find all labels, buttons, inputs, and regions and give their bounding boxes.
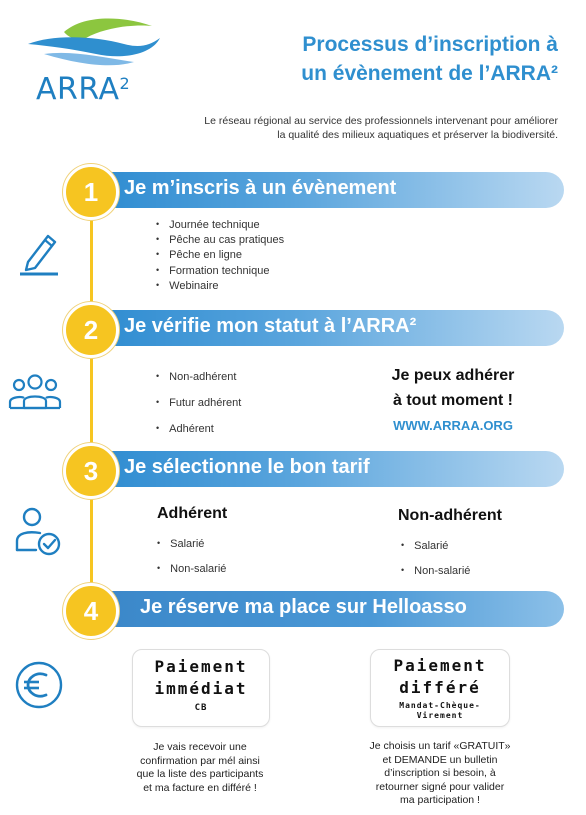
list-item: • Salarié — [401, 534, 470, 559]
list-item: • Pêche en ligne — [156, 248, 284, 263]
step-2-bar — [80, 310, 564, 346]
group-icon — [8, 372, 62, 412]
logo — [24, 14, 164, 114]
step-4-bar — [80, 591, 564, 627]
list-item: • Salarié — [157, 532, 226, 557]
immediate-payment-note: Je vais recevoir une confirmation par mél ainsi que la liste des participants et ma facture en différé ! — [136, 741, 264, 794]
step-3-circle: 3 — [63, 443, 119, 499]
immediate-payment-card: Paiement immédiat CB — [132, 649, 270, 727]
member-rate-title: Adhérent — [157, 505, 228, 522]
step-1-circle: 1 — [63, 164, 119, 220]
non-member-rate-list — [401, 534, 470, 584]
list-item: • Non-adhérent — [156, 364, 241, 390]
list-item: • Futur adhérent — [156, 390, 241, 416]
membership-note: Je peux adhérer à tout moment ! WWW.ARRAA.ORG — [380, 363, 526, 438]
page-subtitle: Le réseau régional au service des professionnels intervenant pour améliorer la qualité des milieux aquatiques et préserver la biodiversité. — [204, 115, 558, 141]
pencil-icon — [18, 228, 62, 276]
user-check-icon — [14, 506, 62, 556]
step-4-circle: 4 — [63, 583, 119, 639]
logo-wave-icon — [24, 14, 164, 74]
step-3-label: Je sélectionne le bon tarif — [124, 456, 370, 478]
step-2-list — [156, 364, 241, 442]
list-item: • Non-salarié — [401, 559, 470, 584]
step-2-label: Je vérifie mon statut à l’ARRA² — [124, 315, 417, 337]
member-rate-list — [157, 532, 226, 582]
list-item: • Formation technique — [156, 264, 284, 279]
website-link[interactable]: WWW.ARRAA.ORG — [393, 418, 513, 433]
step-1-bar — [80, 172, 564, 208]
timeline-line — [90, 190, 93, 610]
deferred-payment-note: Je choisis un tarif «GRATUIT» et DEMANDE un bulletin d’inscription si besoin, à retourner signé pour valider ma participation ! — [369, 740, 511, 806]
page-title: Processus d’inscription à un évènement de l’ARRA² — [301, 33, 558, 85]
deferred-payment-card: Paiement différé Mandat-Chèque- Virement — [370, 649, 510, 727]
euro-icon — [14, 660, 64, 710]
step-1-list — [156, 218, 284, 294]
step-3-bar — [80, 451, 564, 487]
step-4-label: Je réserve ma place sur Helloasso — [140, 596, 467, 618]
non-member-rate-title: Non-adhérent — [398, 507, 502, 524]
list-item: • Adhérent — [156, 416, 241, 442]
step-2-circle: 2 — [63, 302, 119, 358]
logo-text: ARRA$^2$ — [36, 72, 131, 107]
step-1-label: Je m’inscris à un évènement — [124, 177, 397, 199]
list-item: • Pêche au cas pratiques — [156, 233, 284, 248]
list-item: • Journée technique — [156, 218, 284, 233]
list-item: • Webinaire — [156, 279, 284, 294]
list-item: • Non-salarié — [157, 557, 226, 582]
